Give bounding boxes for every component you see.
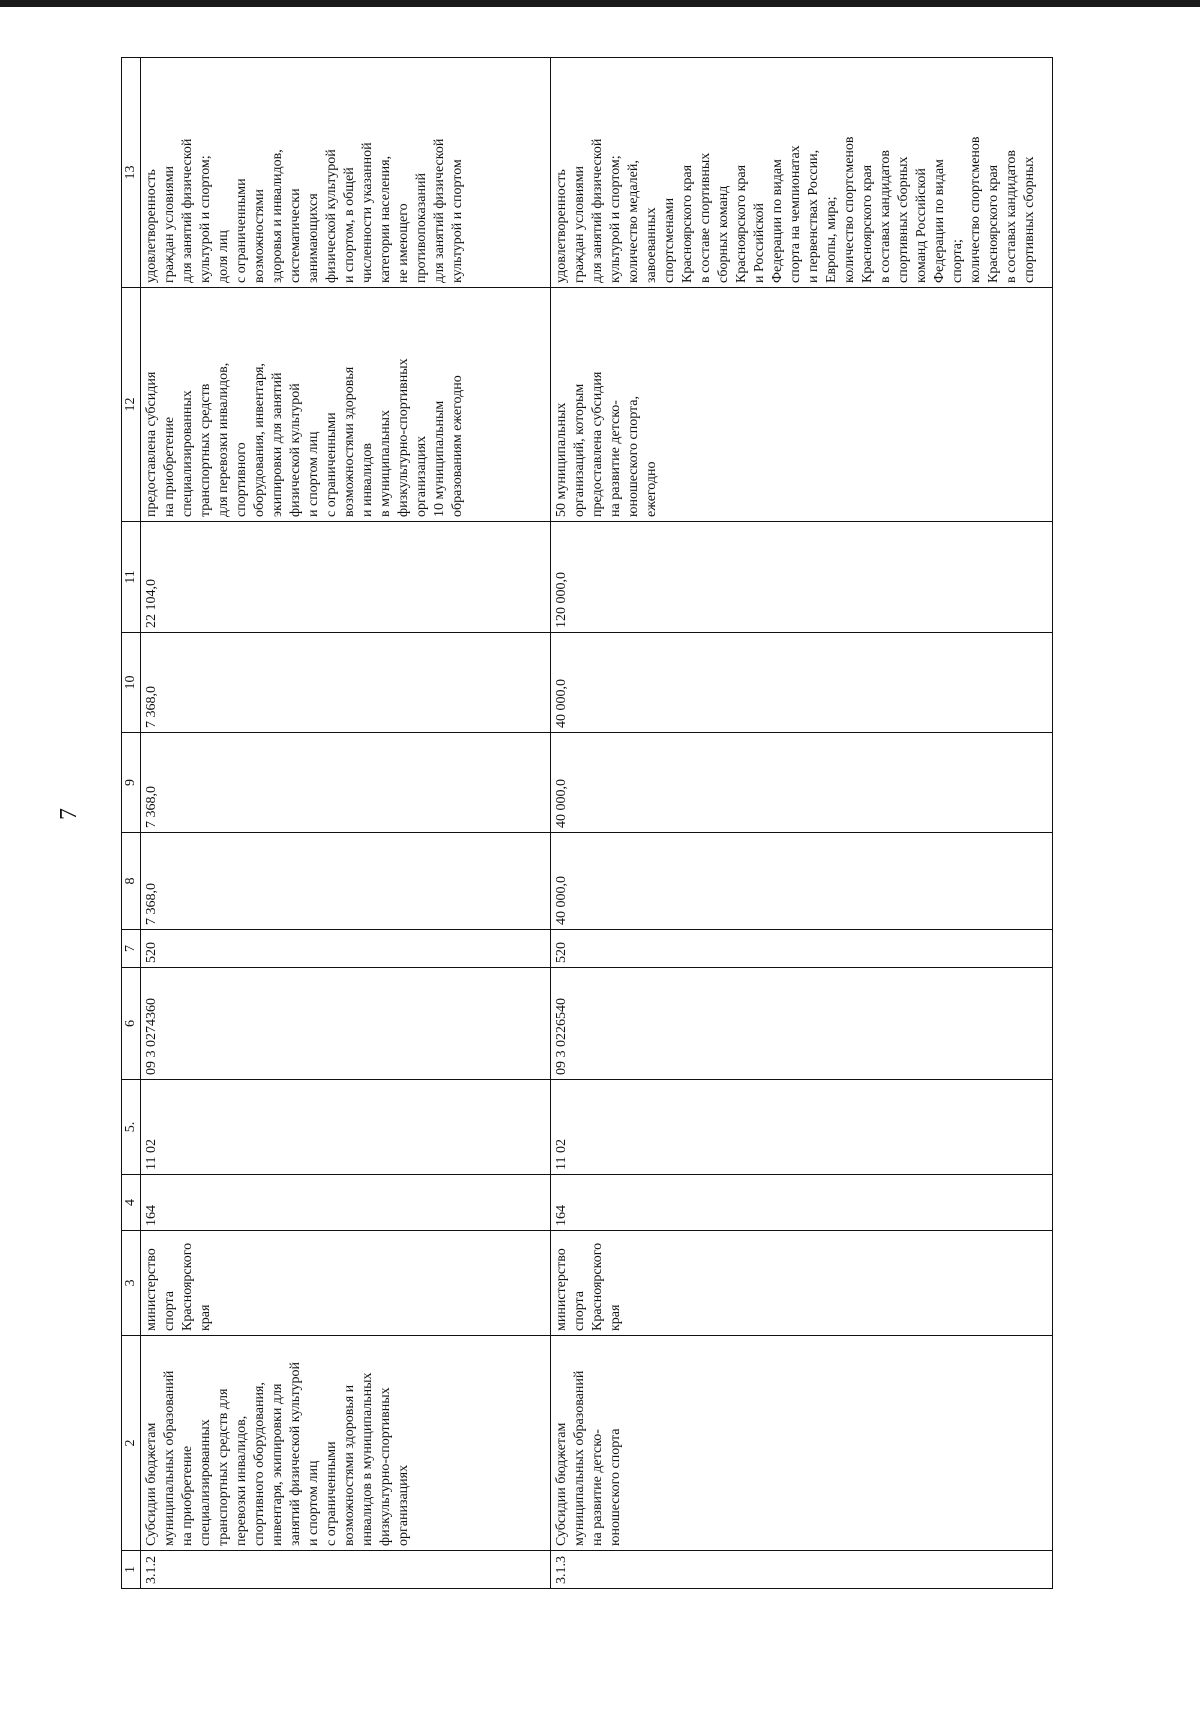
item-number: 3.1.3	[551, 1551, 1053, 1589]
header-cell: 8	[122, 833, 141, 930]
csr-code: 09 3 0274360	[141, 968, 551, 1080]
program-activities-table	[121, 57, 1053, 1589]
item-number: 3.1.2	[141, 1551, 551, 1589]
grbs-code: 164	[141, 1175, 551, 1231]
top-border-rule	[0, 0, 1200, 7]
executor: министерство спорта Красноярского края	[551, 1231, 1053, 1336]
header-cell: 1	[122, 1551, 141, 1589]
header-cell: 6	[122, 968, 141, 1080]
page-number: 7	[56, 808, 82, 820]
amount-year-3: 40 000,0	[551, 633, 1053, 733]
table-row	[141, 58, 551, 1589]
expected-result: предоставлена субсидия на приобретение специализированных транспортных средств для перевозки инвалидов, спортивного оборудования, инвентаря, экипировки для занятий физической культурой и спортом лиц с ограниченными возможностями здоровья и инвалидов в муниципальных физкультурно-спортивных организациях 10 муниципальным образованиям ежегодно	[141, 288, 551, 522]
amount-total: 22 104,0	[141, 522, 551, 633]
activity-name: Субсидии бюджетам муниципальных образований на приобретение специализированных транспортных средств для перевозки инвалидов, спортивного оборудования, инвентаря, экипировки для занятий физической культурой и спортом лиц с ограниченными возможностями здоровья и инвалидов в муниципальных физкультурно-спортивных организациях	[141, 1336, 551, 1551]
header-cell: 11	[122, 522, 141, 633]
target-indicator: удовлетворенность граждан условиями для занятий физической культурой и спортом; количество медалей, завоеванных спортсменами Красноярского края в составе спортивных сборных команд Красноярского края и Российской Федерации по видам спорта на чемпионатах и первенствах России, Европы, мира; количество спортсменов Красноярского края в составах кандидатов спортивных сборных команд Российской Федерации по видам спорта; количество спортсменов Красноярского края в составах кандидатов спортивных сборных	[551, 58, 1053, 288]
header-cell: 9	[122, 733, 141, 833]
rotated-table-wrapper	[121, 58, 1066, 1589]
header-cell: 2	[122, 1336, 141, 1551]
header-row	[122, 58, 141, 1589]
amount-total: 120 000,0	[551, 522, 1053, 633]
header-cell: 13	[122, 58, 141, 288]
csr-code: 09 3 0226540	[551, 968, 1053, 1080]
header-cell: 7	[122, 930, 141, 968]
executor: министерство спорта Красноярского края	[141, 1231, 551, 1336]
target-indicator: удовлетворенность граждан условиями для занятий физической культурой и спортом; доля лиц с ограниченными возможностями здоровья и инвалидов, систематически занимающихся физической культурой и спортом, в общей численности указанной категории населения, не имеющего противопоказаний для занятий физической культурой и спортом	[141, 58, 551, 288]
vr-code: 520	[551, 930, 1053, 968]
activity-name: Субсидии бюджетам муниципальных образований на развитие детско- юношеского спорта	[551, 1336, 1053, 1551]
header-cell: 3	[122, 1231, 141, 1336]
rzpr-code: 11 02	[141, 1080, 551, 1175]
amount-year-2: 7 368,0	[141, 733, 551, 833]
header-cell: 5.	[122, 1080, 141, 1175]
amount-year-3: 7 368,0	[141, 633, 551, 733]
header-cell: 4	[122, 1175, 141, 1231]
table-row	[551, 58, 1053, 1589]
amount-year-2: 40 000,0	[551, 733, 1053, 833]
header-cell: 12	[122, 288, 141, 522]
grbs-code: 164	[551, 1175, 1053, 1231]
rzpr-code: 11 02	[551, 1080, 1053, 1175]
amount-year-1: 7 368,0	[141, 833, 551, 930]
expected-result: 50 муниципальных организаций, которым предоставлена субсидия на развитие детско- юношеского спорта, ежегодно	[551, 288, 1053, 522]
amount-year-1: 40 000,0	[551, 833, 1053, 930]
vr-code: 520	[141, 930, 551, 968]
header-cell: 10	[122, 633, 141, 733]
